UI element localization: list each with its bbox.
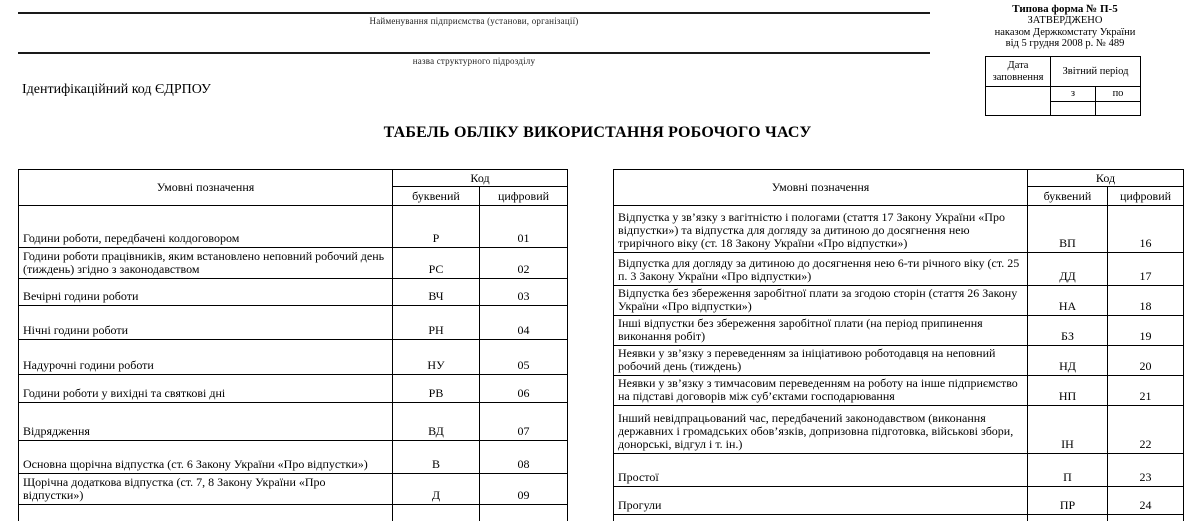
legend-row-label: Інші відпустки без збереження заробітної плати (на період припинення виконання робіт) xyxy=(614,316,1028,346)
legend-row-letter-code: БЗ xyxy=(1028,316,1108,346)
legend-row-empty-cell xyxy=(393,505,480,521)
legend-row-label: Години роботи працівників, яким встановлено неповний робочий день (тиждень) згідно з законодавством xyxy=(19,248,393,279)
legend-row-label: Вечірні години роботи xyxy=(19,279,393,306)
approved-by: наказом Держкомстату України xyxy=(994,26,1136,38)
legend-row-partial xyxy=(614,515,1184,521)
legend-row-numeric-code: 22 xyxy=(1108,406,1184,454)
approved-label: ЗАТВЕРДЖЕНО xyxy=(1027,15,1103,26)
document-title: ТАБЕЛЬ ОБЛІКУ ВИКОРИСТАННЯ РОБОЧОГО ЧАСУ xyxy=(383,124,812,141)
legend-row-label: Простої xyxy=(614,454,1028,487)
legend-row-numeric-code: 07 xyxy=(480,403,568,441)
legend-row-letter-code: ВД xyxy=(393,403,480,441)
legend-row-numeric-code: 21 xyxy=(1108,376,1184,406)
legend-row-letter-code: РН xyxy=(393,306,480,340)
legend-row-numeric-code: 05 xyxy=(480,340,568,375)
legend-row-letter-code: ВП xyxy=(1028,206,1108,253)
legend-row-numeric-code: 03 xyxy=(480,279,568,306)
legend-row-label: Неявки у зв’язку з тимчасовим переведенням на роботу на інше підприємство на підставі договорів між суб’єктами господарювання xyxy=(614,376,1028,406)
legend-row-label: Відпустка для догляду за дитиною до досягнення нею 6-ти річного віку (ст. 25 п. 3 Закону України «Про відпустки») xyxy=(614,253,1028,286)
legend-row-numeric-code: 17 xyxy=(1108,253,1184,286)
legend-row-empty-cell xyxy=(480,505,568,521)
legend-row-letter-code: НП xyxy=(1028,376,1108,406)
report-period-table xyxy=(985,56,1141,116)
legend-row-numeric-code: 02 xyxy=(480,248,568,279)
legend-row-numeric-code: 01 xyxy=(480,206,568,248)
approved-date: від 5 грудня 2008 р. № 489 xyxy=(1005,38,1125,49)
legend-row-letter-code: НД xyxy=(1028,346,1108,376)
legend-row-label: Щорічна додаткова відпустка (ст. 7, 8 Закону України «Про відпустки») xyxy=(19,474,393,505)
period-to-cell: по xyxy=(1096,87,1141,102)
legend-row xyxy=(614,346,1184,376)
legend-row-label: Години роботи, передбачені колдоговором xyxy=(19,206,393,248)
legend-row-letter-code: РВ xyxy=(393,375,480,403)
legend-row-letter-code: ІН xyxy=(1028,406,1108,454)
legend-row xyxy=(614,487,1184,515)
legend-row-numeric-code: 08 xyxy=(480,441,568,474)
period-to-value-cell xyxy=(1096,102,1141,116)
legend-row-label: Відпустка у зв’язку з вагітністю і пологами (стаття 17 Закону України «Про відпустки») та відпустка для догляду за дитиною до досягнення нею трирічного віку (ст. 18 Закону України «Про відпустки») xyxy=(614,206,1028,253)
legend-row-numeric-code: 09 xyxy=(480,474,568,505)
legend-row xyxy=(614,206,1184,253)
legend-row xyxy=(614,454,1184,487)
legend-row-label: Години роботи у вихідні та святкові дні xyxy=(19,375,393,403)
legend-row xyxy=(19,340,568,375)
company-line-caption: Найменування підприємства (установи, організації) xyxy=(369,16,579,26)
legend-row-letter-code: ПР xyxy=(1028,487,1108,515)
report-period-header-cell: Звітний період xyxy=(1051,57,1141,87)
legend-row-empty-cell xyxy=(1108,515,1184,521)
legend-row-numeric-code: 16 xyxy=(1108,206,1184,253)
form-number: Типова форма № П-5 xyxy=(1012,3,1118,15)
legend-row-numeric-code: 19 xyxy=(1108,316,1184,346)
legend-row-numeric-code: 23 xyxy=(1108,454,1184,487)
legend-row-empty-cell xyxy=(614,515,1028,521)
legend-row-letter-code: П xyxy=(1028,454,1108,487)
legend-row-numeric-code: 06 xyxy=(480,375,568,403)
legend-table-left xyxy=(18,169,568,521)
legend-row xyxy=(19,441,568,474)
legend-row-label: Відрядження xyxy=(19,403,393,441)
legend-row-numeric-code: 04 xyxy=(480,306,568,340)
legend-row xyxy=(19,279,568,306)
legend-row-empty-cell xyxy=(1028,515,1108,521)
legend-row xyxy=(614,406,1184,454)
legend-row-label: Прогули xyxy=(614,487,1028,515)
legend-row-label: Неявки у зв’язку з переведенням за ініціативою роботодавця на неповний робочий день (тиждень) xyxy=(614,346,1028,376)
department-line-caption: назва структурного підрозділу xyxy=(412,56,536,66)
period-from-value-cell xyxy=(1051,102,1096,116)
legend-row-letter-code: ДД xyxy=(1028,253,1108,286)
legend-row xyxy=(614,376,1184,406)
legend-row xyxy=(19,206,568,248)
legend-row-empty-cell xyxy=(19,505,393,521)
legend-row-label: Надурочні години роботи xyxy=(19,340,393,375)
legend-row-numeric-code: 24 xyxy=(1108,487,1184,515)
legend-row-letter-code: РС xyxy=(393,248,480,279)
letter-code-header: буквений xyxy=(393,187,480,206)
legend-row-label: Відпустка без збереження заробітної плати за згодою сторін (стаття 26 Закону України «Про відпустки») xyxy=(614,286,1028,316)
legend-row-numeric-code: 20 xyxy=(1108,346,1184,376)
form-approval-block xyxy=(950,3,1180,50)
legend-table-right xyxy=(613,169,1184,521)
legend-row-numeric-code: 18 xyxy=(1108,286,1184,316)
numeric-code-header: цифровий xyxy=(1108,187,1184,206)
legend-row-letter-code: НА xyxy=(1028,286,1108,316)
legend-row-label: Нічні години роботи xyxy=(19,306,393,340)
code-header: Код xyxy=(393,170,568,187)
legend-row-letter-code: НУ xyxy=(393,340,480,375)
legend-row-label: Інший невідпрацьований час, передбачений законодавством (виконання державних і громадських обов’язків, допризовна підготовка, військові збори, донорські, відгул і т. ін.) xyxy=(614,406,1028,454)
designation-header: Умовні позначення xyxy=(19,170,393,206)
fill-date-header-cell: Дата заповнення xyxy=(986,57,1051,87)
legend-row-letter-code: В xyxy=(393,441,480,474)
legend-row xyxy=(614,253,1184,286)
legend-row-partial xyxy=(19,505,568,521)
legend-row-label: Основна щорічна відпустка (ст. 6 Закону України «Про відпустки») xyxy=(19,441,393,474)
legend-row-letter-code: Р xyxy=(393,206,480,248)
edrpou-label: Ідентифікаційний код ЄДРПОУ xyxy=(22,82,211,97)
legend-row xyxy=(19,474,568,505)
company-name-line xyxy=(18,12,930,14)
fill-date-value-cell xyxy=(986,87,1051,116)
period-from-cell: з xyxy=(1051,87,1096,102)
legend-row xyxy=(19,403,568,441)
legend-row-letter-code: ВЧ xyxy=(393,279,480,306)
department-line xyxy=(18,52,930,54)
legend-row xyxy=(614,316,1184,346)
legend-row xyxy=(19,375,568,403)
designation-header: Умовні позначення xyxy=(614,170,1028,206)
legend-row-letter-code: Д xyxy=(393,474,480,505)
legend-row xyxy=(614,286,1184,316)
legend-row xyxy=(19,306,568,340)
code-header: Код xyxy=(1028,170,1184,187)
legend-row xyxy=(19,248,568,279)
numeric-code-header: цифровий xyxy=(480,187,568,206)
letter-code-header: буквений xyxy=(1028,187,1108,206)
